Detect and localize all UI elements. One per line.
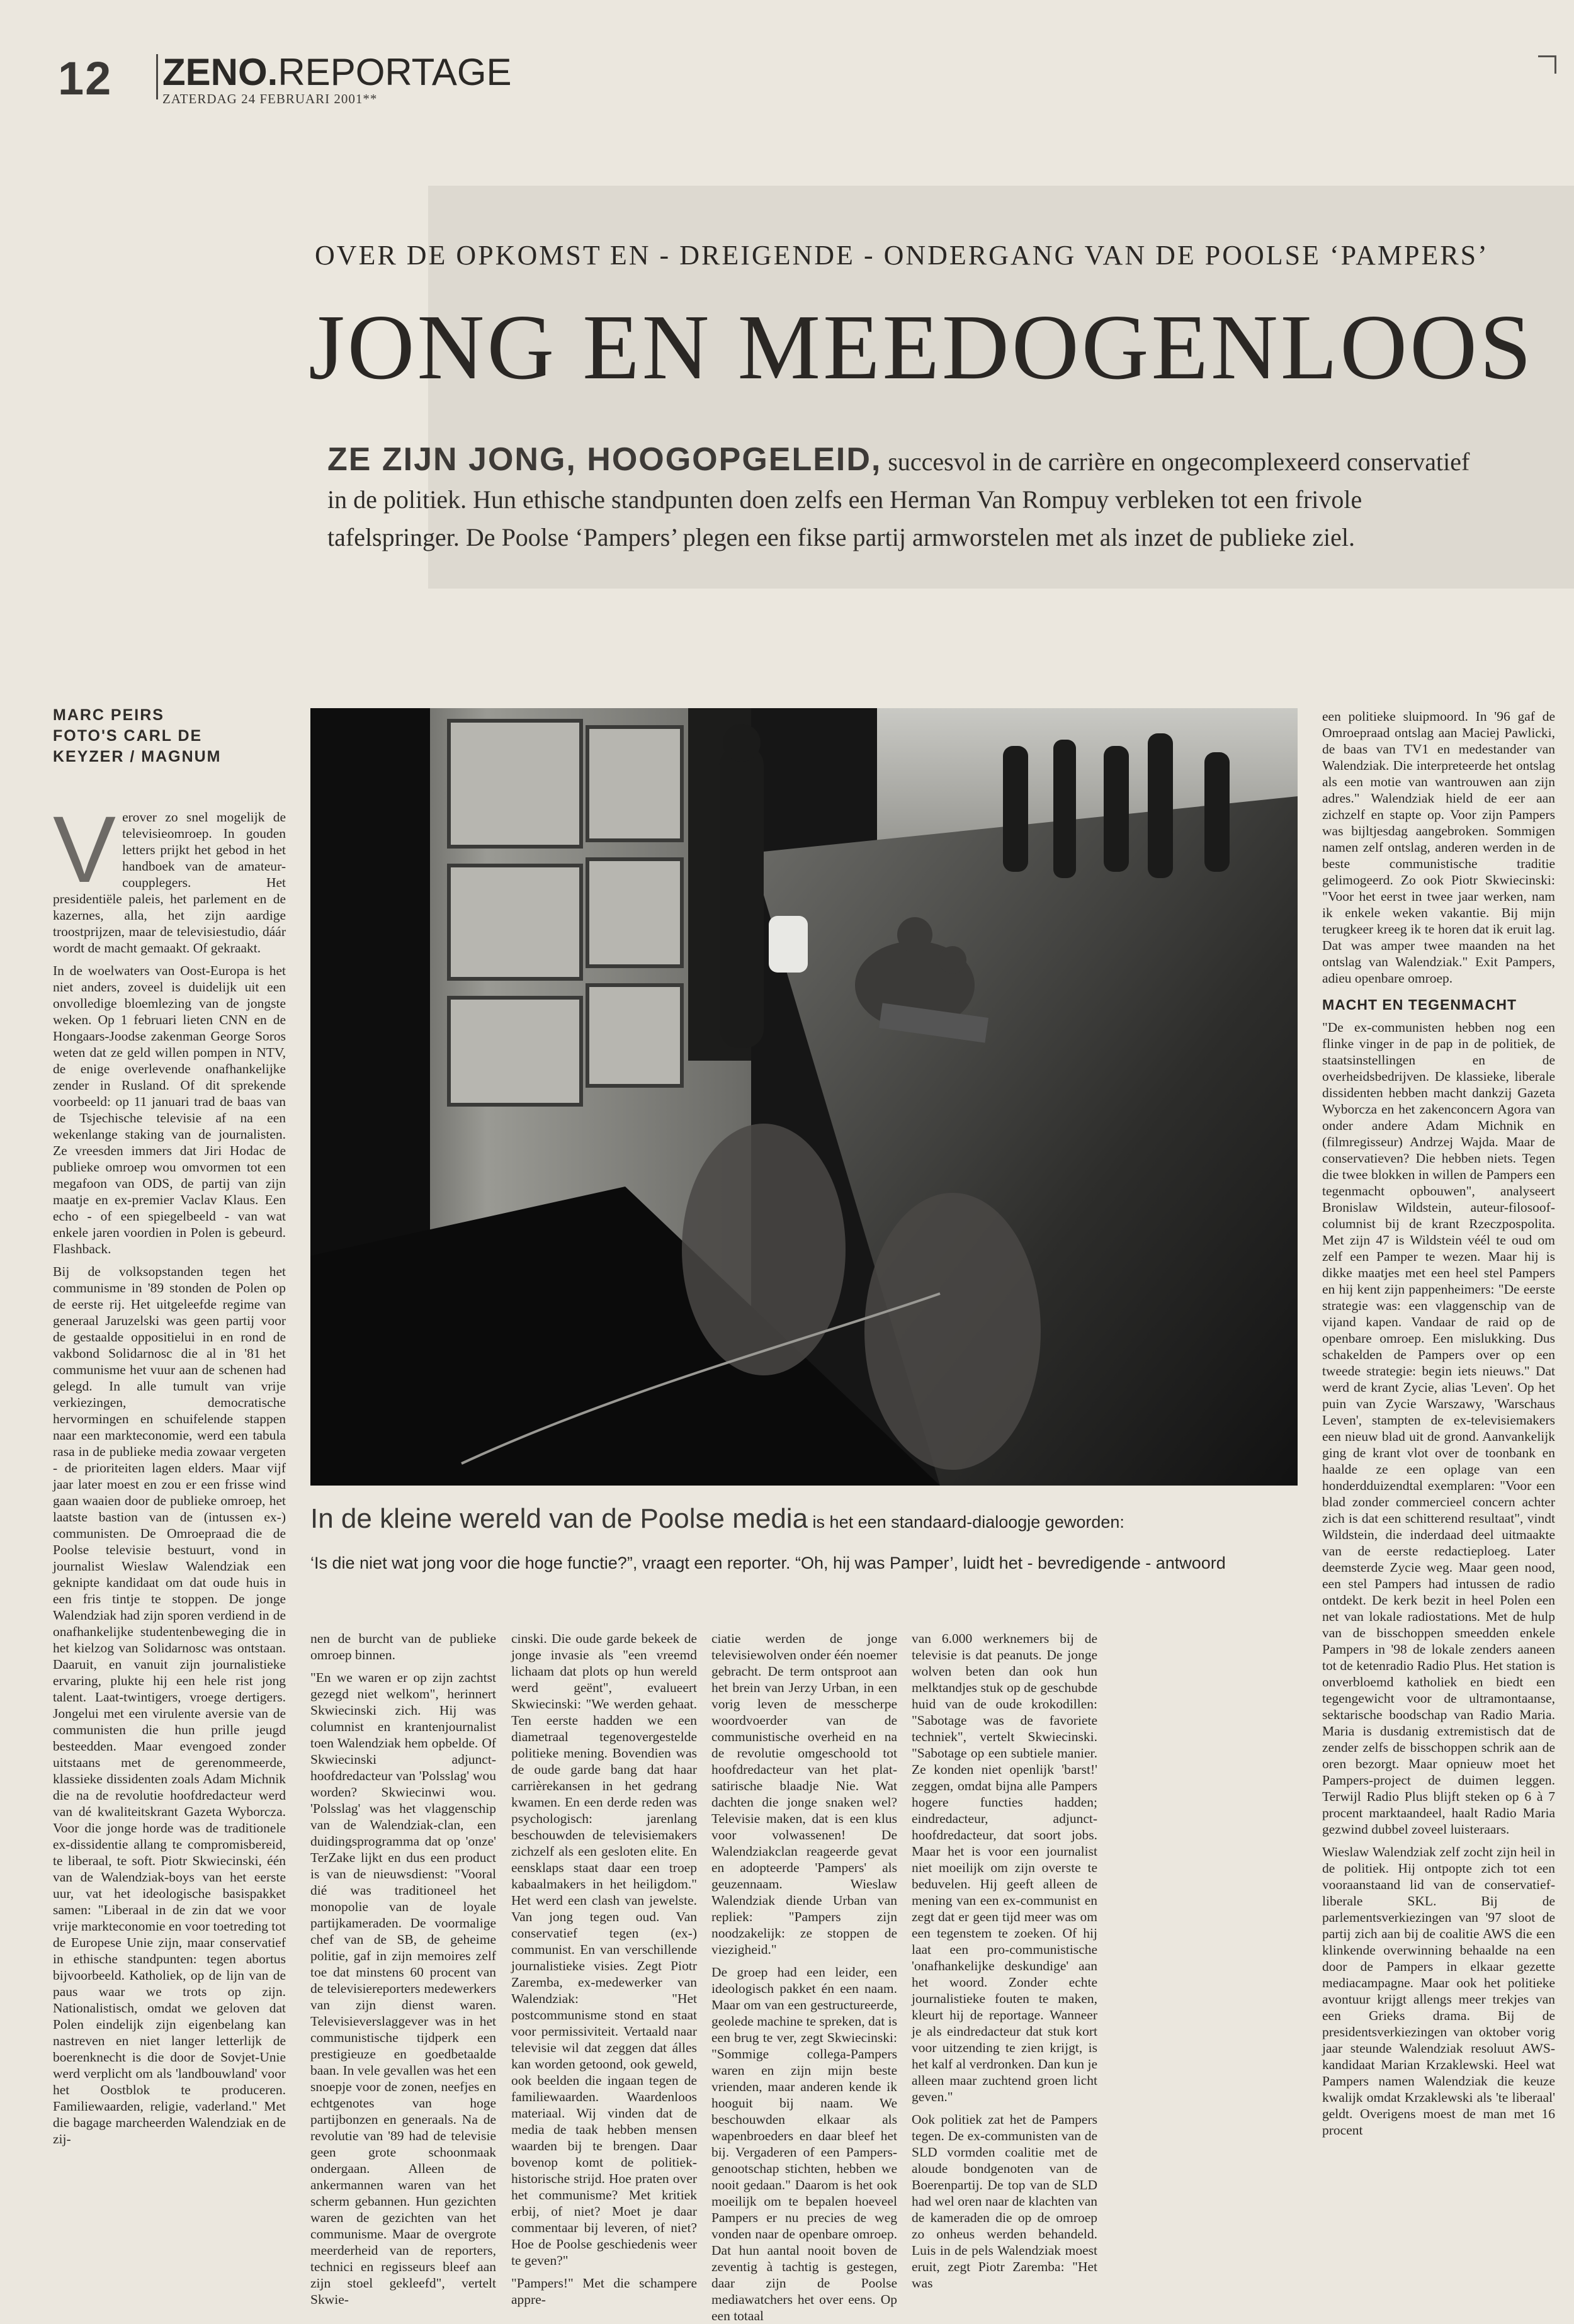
lede-caps: ZE ZIJN JONG, HOOGOPGELEID, <box>327 441 882 478</box>
col6-paragraph: "De ex-communisten hebben nog een flinke vinger in de pap in de politiek, de staatsinstellingen en de overheidsbedrijven. De klassieke, liberale dissidenten hebben macht dankzij Gazeta Wyborcza en het zakenconcern Agora van onder andere Adam Michnik en (filmregisseur) Andrzej Wajda. Maar de conservatieven? Die hebben niets. Tegen die twee blokken in willen de Pampers een tegenmacht opbouwen", analyseert Bronislaw Wildstein, auteur-filosoof-columnist bij de krant Rzeczpospolita. Met zijn 47 is Wildstein véél te oud om zelf een Pamper te wezen. Maar hij is dikke maatjes met een heel stel Pampers en hij kent zijn pappenheimers: "De eerste strategie was: een vlaggenschip van de vijand kapen. Vandaar de raid op de openbare omroep. Een mislukking. Dus schakelden de Pampers over op een tweede strategie: begin iets nieuws." Dat werd de krant Zycie, alias 'Leven'. Op het puin van Zycie Warszawy, 'Warschaus Leven', stampten de ex-televisiemakers een nieuw blad uit de grond. Aanvankelijk ging de krant vlot over de toonbank en haalde ze een oplage van een honderdduizendtal exemplaren: "Voor een blad zonder commercieel concern achter zich is dat een schitterend resultaat", vindt Wildstein, die inderdaad deel uitmaakte van de eerste redactieploeg. Later deemsterde Zycie weg. Maar geen nood, een stel Pampers had intussen de radio ontdekt. De kerk bezit in heel Polen een net van lokale radiostations. Met de hulp van de bisschoppen smeedden enkele Pampers in '98 de lokale zenders aaneen tot de ketenradio Radio Plus. Het station is onverbloemd katholiek en biedt een tegengewicht voor de ultramontaanse, sektarische boodschap van Radio Maria. Maria is dusdanig extremistisch dat de zender zelfs de bisschoppen schrik aan de oren bezorgt. Maar opnieuw moet het Pampers-project de duimen leggen. Terwijl Radio Plus blijft steken op 6 à 7 procent marktaandeel, haalt Radio Maria gezwind dubbel zoveel luisteraars. <box>1322 1020 1555 1837</box>
byline-photo: FOTO'S CARL DE KEYZER / MAGNUM <box>53 727 222 765</box>
col1-paragraph: Bij de volksopstanden tegen het communisme in '89 stonden de Polen op de eerste rij. Het uitgeleefde regime van generaal Jaruzelski was geen partij voor de gestaalde oppositielui in en rond de vakbond Solidarnosc die al in '81 het communisme het vuur aan de schenen had gelegd. In alle tumult van vrije verkiezingen, democratische hervormingen en schuifelende stappen naar een markteconomie, werd een tabula rasa in de publieke media zowaar vergeten - de prioriteiten lagen elders. Maar vijf jaar later moest en zou er een frisse wind gaan waaien door de publieke omroep, het laatste bastion van de (intussen ex-) communisten. De Omroepraad die de Poolse televisie bestuurt, vond in journalist Wieslaw Walendziak een geknipte kandidaat om dat oude huis in een fris tintje te stoppen. De jonge Walendziak had zijn sporen verdiend in de onafhankelijke studentenbeweging die in het kielzog van Solidarnosc was ontstaan. Daaruit, en vanuit zijn journalistieke ervaring, plukte hij een hele rist jong talent. Laat-twintigers, vroege dertigers. Jongelui met een virulente aversie van de communisten die hun prille jeugd besteedden. Maar evengoed zonder uitstaans met de gerenommeerde, klassieke dissidenten zoals Adam Michnik die na de revolutie hoofdredacteur werd van dé kwaliteitskrant Gazeta Wyborcza. Voor die jonge horde was de traditionele ex-dissidentie allang te compromisbereid, te liberaal, te soft. Piotr Skwiecinski, één van de Walendziak-boys van het eerste uur, vat het ideologische basispakket samen: "Liberaal in de zin dat we voor vrije markteconomie en voor toetreding tot de Europese Unie zijn, maar conservatief in ethische standpunten: tegen abortus bijvoorbeeld. Katholiek, op de lijn van de paus waar we trots op zijn. Nationalistisch, omdat we geloven dat Polen eindelijk zijn eigenbelang kan nastreven en niet langer letterlijk de boerenknecht is die door de Sovjet-Unie werd verplicht om als 'landbouwland' voor het Oostblok te produceren. Familiewaarden, religie, vaderland." Met die bagage marcheerden Walendziak en de zij- <box>53 1264 286 2146</box>
subhead: MACHT EN TEGENMACHT <box>1322 996 1517 1013</box>
col1-paragraph: erover zo snel mogelijk de televisieomroep. In gouden letters prijkt het gebod in het handboek van de amateur-coupplegers. Het presidentiële paleis, het parlement en de kazernes, alla, het zijn aardige troostprijzen, maar de televisiestudio, dáár wordt de macht gemaakt. Of gekraakt. <box>53 809 286 956</box>
col3-paragraph: cinski. Die oude garde bekeek de jonge invasie als "een vreemd lichaam dat plots op hun wereld werd geënt", evalueert Skwiecinski: "We werden gehaat. Ten eerste hadden we een diametraal tegenovergestelde politieke mening. Bovendien was de oude garde bang dat haar carrièrekansen in het gedrang kwamen. En een derde reden was psychologisch: jarenlang beschouwden de televisiemakers zichzelf als een gesloten elite. En eensklaps staat daar een troep kabaalmakers in het heiligdom." Het werd een clash van jewelste. Van jong tegen oud. Van conservatief tegen (ex-) communist. En van verschillende journalistieke visies. Zegt Piotr Zaremba, ex-medewerker van Walendziak: "Het postcommunisme stond en staat voor permissiviteit. Vertaald naar televisie wil dat zeggen dat álles kan worden getoond, ook geweld, ook beelden die ingaan tegen de familiewaarden. Waardenloos materiaal. Wij vinden dat de media de taak hebben mensen waarden bij te brengen. Daar bovenop komt de politiek-historische strijd. Hoe praten over het communisme? Met kritiek erbij, of niet? Moet je daar commentaar bij leveren, of niet? Hoe de Poolse geschiedenis weer te geven?" <box>511 1631 697 2268</box>
caption-rest: is het een standaard-dialoogje geworden: <box>808 1513 1124 1531</box>
byline-author: MARC PEIRS <box>53 706 164 724</box>
column-2 <box>310 1630 496 2307</box>
column-4 <box>711 1630 897 2323</box>
lede-text: succesvol in de carrière en ongecomplexeerd conservatief in de politiek. Hun ethische standpunten doen zelfs een Herman Van Rompuy verbleken tot een frivole tafelspringer. De Poolse ‘Pampers’ plegen een fikse partij armworstelen met als inzet de publieke ziel. <box>327 448 1470 551</box>
column-3 <box>511 1630 697 2307</box>
col6-paragraph: een politieke sluipmoord. In '96 gaf de Omroepraad ontslag aan Maciej Pawlicki, de baas van TV1 en medestander van Walendziak. Die interpreteerde het ontslag als een motie van wantrouwen aan zijn adres." Walendziak hield de eer aan zichzelf en stapte op. Voor zijn Pampers was bijltjesdag aangebroken. Sommigen namen zelf ontslag, anderen werden in de beste communistische traditie gelimogeerd. Zo ook Piotr Skwiecinski: "Voor het eerst in twee jaar werken, nam ik enkele weken vakantie. Bij mijn terugkeer kreeg ik te horen dat ik eruit lag. Dat was amper twee maanden na het ontslag van Walendziak." Exit Pampers, adieu openbare omroep. <box>1322 709 1555 986</box>
lede <box>327 441 1480 556</box>
col6-paragraph: Wieslaw Walendziak zelf zocht zijn heil in de politiek. Hij ontpopte zich tot een vooraanstaand lid van de conservatief-liberale SKL. Bij de parlementsverkiezingen van '97 sloot de partij zich aan bij de coalitie AWS die een klinkende overwinning behaalde na een door de Pampers in elkaar gezette mediacampagne. Maar ook het politieke avontuur krijgt allengs meer trekjes van een Grieks drama. Bij de presidentsverkiezingen van oktober vorig jaar steunde Walendziak resoluut AWS-kandidaat Marian Krzaklewski. Heel wat Pampers namen Walendziak die keuze kwalijk omdat Krzaklewski als 'te liberaal' geldt. Overigens moest de man met 16 procent <box>1322 1844 1555 2138</box>
brand-name: ZENO. <box>162 51 278 93</box>
caption-title: In de kleine wereld van de Poolse media <box>310 1503 808 1534</box>
page-number: 12 <box>58 52 113 104</box>
col4-paragraph: ciatie werden de jonge televisiewolven onder één noemer gebracht. De term ontsproot aan het brein van Jerzy Urban, in een vorig leven de messcherpe woordvoerder van de communistische overheid en na de revolutie omgeschoold tot hoofdredacteur van het plat-satirische blaadje Nie. Wat dachten die jonge snaken wel? Televisie maken, dat is een klus voor volwassenen! De Walendziakclan reageerde gevat en adopteerde 'Pampers' als geuzennaam. Wieslaw Walendziak diende Urban van repliek: "Pampers zijn noodzakelijk: ze stoppen de viezigheid." <box>711 1631 897 1957</box>
col3-paragraph: "Pampers!" Met die schampere appre- <box>511 2276 697 2307</box>
column-1 <box>53 796 286 2206</box>
col2-paragraph: "En we waren er op zijn zachtst gezegd niet welkom", herinnert Skwiecinski zich. Hij was columnist en krantenjournalist toen Walendziak hem opbelde. Of Skwiecinski adjunct-hoofdredacteur van 'Polsslag' wou worden? Skwiecinwi wou. 'Polsslag' was het vlaggenschip van de Walendziak-clan, een duidingsprogramma dat op 'onze' TerZake lijkt en dus een product is van de nieuwsdienst: "Vooral dié was traditioneel het monopolie van de loyale partijkameraden. De voormalige chef van de SB, de geheime politie, gaf in zijn memoires zelf toe dat minstens 60 procent van de televisiereporters medewerkers van zijn dienst waren. Televisieverslaggever was in het communistische tijdperk een prestigieuze en goedbetaalde baan. In vele gevallen was het een snoepje voor de zonen, neefjes en echtgenotes van hoge partijbonzen en generaals. Na de revolutie van '89 had de televisie geen grote schoonmaak ondergaan. Alleen de ankermannen waren van het scherm gebannen. Hun gezichten waren de gezichten van het communisme. Maar de overgrote meerderheid van de reporters, technici en regisseurs bleef aan zijn stoel gekleefd", vertelt Skwie- <box>310 1670 496 2307</box>
masthead-divider <box>156 54 158 99</box>
corner-mark <box>1538 55 1556 74</box>
drop-cap: V <box>53 796 116 902</box>
col2-paragraph: nen de burcht van de publieke omroep binnen. <box>310 1631 496 1662</box>
caption-quote: ‘Is die niet wat jong voor die hoge functie?”, vraagt een reporter. “Oh, hij was Pamper’, luidt het - bevredigende - antwoord <box>310 1554 1226 1572</box>
photo-caption <box>310 1503 1293 1535</box>
section-name: REPORTAGE <box>278 51 512 93</box>
col5-paragraph: van 6.000 werknemers bij de televisie is dat peanuts. De jonge wolven beten dan ook hun melktandjes stuk op de geschubde huid van de oude krokodillen: "Sabotage was de favoriete techniek", vertelt Skwiecinski. "Sabotage op een subtiele manier. Ze konden niet openlijk 'barst!' zeggen, omdat bijna alle Pampers hogere functies hadden; eindredacteur, adjunct-hoofdredacteur, dat soort jobs. Maar het is voor een journalist niet moeilijk om zijn overste te beduvelen. Hij geeft alleen de mening van een ex-communist en zegt dat er geen tijd meer was om een tegenstem te zoeken. Of hij laat een pro-communistische 'onafhankelijke deskundige' aan het woord. Zonder echte journalistieke fouten te maken, kleurt hij de reportage. Wanneer je als eindredacteur dat stuk kort voor uitzending te zien krijgt, is het kalf al verdronken. Dan kun je alleen maar zuchtend groen licht geven." <box>912 1631 1097 2104</box>
kicker: OVER DE OPKOMST EN - DREIGENDE - ONDERGANG VAN DE POOLSE ‘PAMPERS’ <box>315 240 1489 271</box>
photo-illustration <box>310 708 1298 1486</box>
section-title <box>162 50 512 94</box>
dateline: ZATERDAG 24 FEBRUARI 2001** <box>162 91 378 106</box>
byline <box>53 705 261 767</box>
col5-paragraph: Ook politiek zat het de Pampers tegen. De ex-communisten van de SLD vormden coalitie met de aloude bondgenoten van de Boerenpartij. De top van de SLD had wel oren naar de klachten van de kameraden die op de omroep zo onheus werden behandeld. Luis in de pels Walendziak moest eruit, zegt Piotr Zaremba: "Het was <box>912 2112 1097 2291</box>
col4-paragraph: De groep had een leider, een ideologisch pakket én een naam. Maar om van een gestructureerde, geolede machine te spreken, dat is een brug te ver, zegt Skwiecinski: "Sommige collega-Pampers waren en zijn mijn beste vrienden, maar anderen kende ik hooguit bij naam. We beschouwden elkaar als wapenbroeders en daar bleef het bij. Vergaderen of een Pampers-genootschap stichten, hebben we nooit gedaan." Daarom is het ook moeilijk om te bepalen hoeveel Pampers er nu precies de weg vonden naar de openbare omroep. Dat hun aantal nooit boven de zeventig à tachtig is gestegen, daar zijn de Poolse mediawatchers het over eens. Op een totaal <box>711 1965 897 2323</box>
headline: JONG EN MEEDOGENLOOS <box>309 296 1534 399</box>
main-photo <box>310 708 1298 1486</box>
column-5 <box>912 1630 1097 2291</box>
column-6 <box>1322 708 1555 2209</box>
col1-paragraph: In de woelwaters van Oost-Europa is het niet anders, zoveel is duidelijk uit een onvolledige bloemlezing van de jongste weken. Op 1 februari lieten CNN en de Hongaars-Joodse zakenman George Soros weten dat ze geld willen pompen in NTV, de enige overlevende onafhankelijke zender in Rusland. Of dit sprekende voorbeeld: op 11 januari trad de baas van de Tsjechische televisie af na een wekenlange staking van de journalisten. Ze vreesden immers dat Jiri Hodac de publieke omroep wou omvormen tot een megafoon van ODS, de partij van zijn maatje en ex-premier Vaclav Klaus. Een echo - of een spiegelbeeld - van wat enkele jaren voordien in Polen is gebeurd. Flashback. <box>53 963 286 1256</box>
